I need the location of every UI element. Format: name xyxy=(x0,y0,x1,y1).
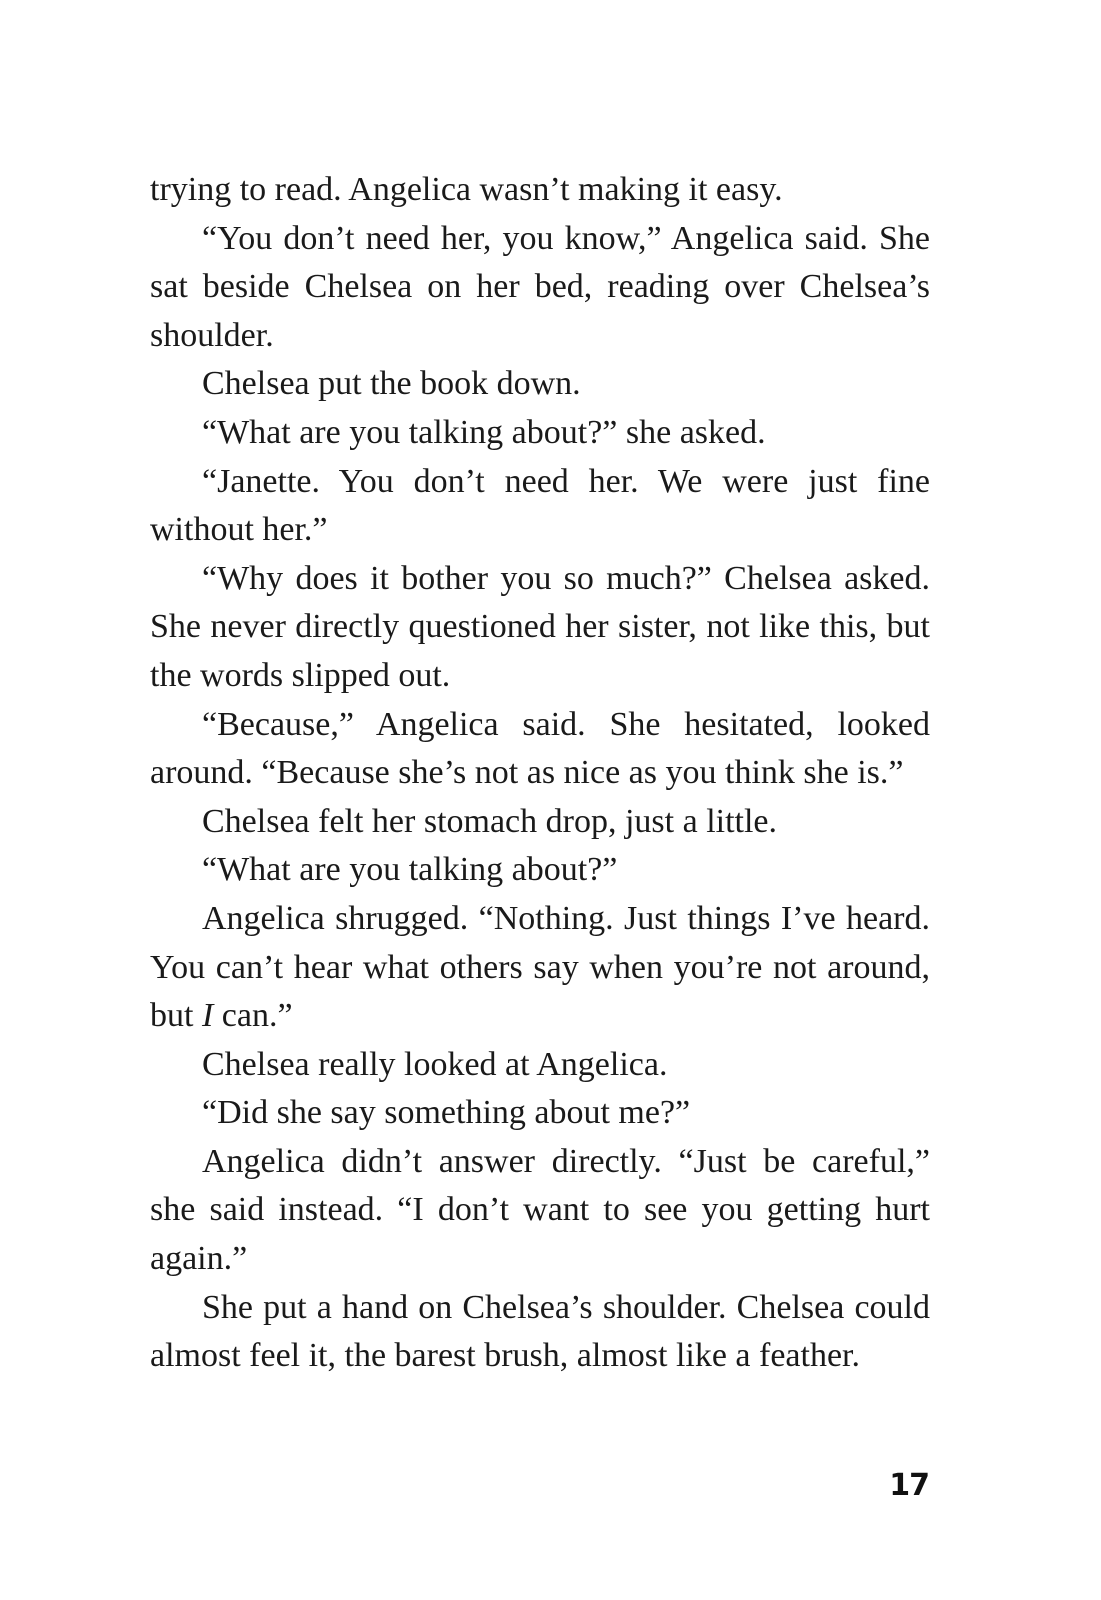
paragraph-text: Angelica shrugged. “Nothing. Just things I’ve heard. You can’t hear what others say when you’re not around, but xyxy=(150,899,930,1035)
paragraph: “Did she say something about me?” xyxy=(202,1094,691,1132)
paragraph: Chelsea really looked at Angelica. xyxy=(202,1045,668,1083)
paragraph: Chelsea felt her stomach drop, just a little. xyxy=(202,802,778,840)
paragraph: She put a hand on Chelsea’s shoulder. Chelsea could almost feel it, the barest brush, almost like a feather. xyxy=(150,1288,930,1375)
emphasized-word: I xyxy=(201,997,214,1035)
paragraph-text: can.” xyxy=(213,997,293,1035)
paragraph: “Because,” Angelica said. She hesitated, looked around. “Because she’s not as nice as you think she is.” xyxy=(150,705,930,792)
body-text xyxy=(150,166,930,1381)
paragraph xyxy=(150,895,930,1041)
paragraph: “What are you talking about?” xyxy=(202,851,618,889)
paragraph: “Janette. You don’t need her. We were just fine without her.” xyxy=(150,462,930,549)
paragraph: “Why does it bother you so much?” Chelsea asked. She never directly questioned her sister, not like this, but the words slipped out. xyxy=(150,559,930,694)
paragraph: Chelsea put the book down. xyxy=(202,365,581,403)
page-number: 17 xyxy=(889,1468,929,1503)
paragraph: “What are you talking about?” she asked. xyxy=(202,413,766,451)
paragraph: “You don’t need her, you know,” Angelica said. She sat beside Chelsea on her bed, reading over Chelsea’s shoulder. xyxy=(150,219,930,354)
paragraph: Angelica didn’t answer directly. “Just be careful,” she said instead. “I don’t want to see you getting hurt again.” xyxy=(150,1142,930,1278)
paragraph: trying to read. Angelica wasn’t making it easy. xyxy=(150,171,783,208)
